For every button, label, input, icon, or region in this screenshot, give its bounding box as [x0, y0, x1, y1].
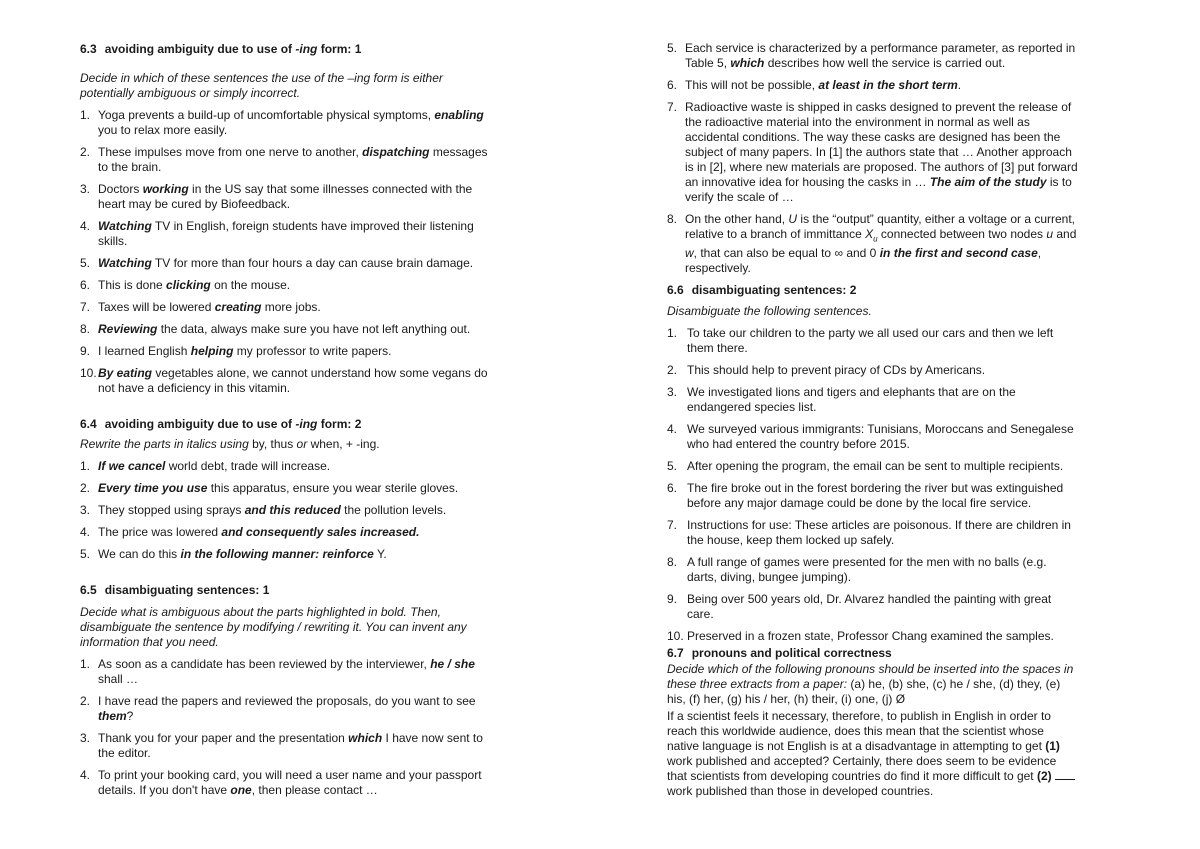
highlighted-text: Watching: [98, 256, 152, 270]
text-run: shall …: [98, 672, 139, 686]
section-6-6: [667, 283, 1079, 644]
text-run: On the other hand,: [685, 212, 789, 226]
exercise-item: [667, 326, 1079, 356]
exercise-item: [80, 694, 490, 724]
text-run: We investigated lions and tigers and elephants that are on the endangered species list.: [687, 385, 1016, 414]
text-run: and: [1053, 227, 1077, 241]
exercise-item: [667, 481, 1079, 511]
item-number: 10.: [667, 629, 684, 643]
item-number: 6.: [80, 278, 91, 292]
text-run: ?: [126, 709, 134, 723]
text-run: Being over 500 years old, Dr. Alvarez handled the painting with great care.: [687, 592, 1052, 621]
item-text: [685, 78, 961, 92]
item-text: [687, 481, 1063, 510]
text-run: The price was lowered: [98, 525, 222, 539]
highlighted-text: enabling: [434, 108, 484, 122]
item-number: 3.: [80, 731, 91, 745]
text-run: in the US say that some illnesses connected with the heart may be cured by Biofeedback.: [98, 182, 473, 211]
item-number: 1.: [80, 657, 91, 671]
item-text: [98, 108, 484, 137]
item-text: [687, 518, 1071, 547]
text-run: work published and accepted? Certainly, there does seem to be evidence that scientists from developing countries do find it more difficult to get: [667, 754, 1057, 783]
item-text: [685, 212, 1076, 275]
exercise-item: [80, 731, 490, 761]
exercise-item: [80, 503, 490, 518]
item-text: [98, 481, 458, 495]
item-text: [98, 278, 290, 292]
item-number: 7.: [667, 100, 678, 114]
highlighted-text: helping: [190, 344, 234, 358]
text-run: by, thus: [252, 437, 294, 451]
item-text: [98, 547, 387, 561]
text-run: messages to the brain.: [98, 145, 488, 174]
item-number: 9.: [80, 344, 91, 358]
item-number: 7.: [667, 518, 678, 532]
text-run: .: [957, 78, 962, 92]
highlighted-text: Every time you use: [98, 481, 208, 495]
text-run: Decide which of the following pronouns should be inserted into the spaces in these three extracts from a paper:: [667, 662, 1074, 691]
item-text: [98, 300, 321, 314]
highlighted-text: dispatching: [362, 145, 430, 159]
exercise-item: [667, 592, 1079, 622]
section-6-7: [667, 646, 1079, 799]
item-text: [98, 344, 391, 358]
highlighted-text: one: [230, 783, 252, 797]
text-run: w: [685, 246, 694, 261]
exercise-item: [667, 629, 1079, 644]
exercise-item: [667, 78, 1079, 93]
exercise-item: [80, 344, 490, 359]
highlighted-text: in the following manner: reinforce: [180, 547, 374, 561]
item-text: [687, 422, 1074, 451]
section-number: 6.4: [80, 417, 97, 431]
text-run: my professor to write papers.: [233, 344, 392, 358]
text-run: is to verify the scale of …: [685, 175, 1072, 204]
item-number: 3.: [667, 385, 678, 399]
text-run: (2): [1036, 769, 1052, 783]
text-run: This is done: [98, 278, 167, 292]
item-text: [687, 629, 1054, 643]
text-run: is the “output” quantity, either a voltage or a current, relative to a branch of immittance: [685, 212, 1076, 241]
highlighted-text: and this reduced: [244, 503, 341, 517]
text-run: , respectively.: [685, 246, 1042, 276]
exercise-list: [80, 459, 490, 562]
item-text: [98, 459, 330, 473]
text-run: Radioactive waste is shipped in casks designed to prevent the release of the radioactive material into the environment in normal as well as accidental conditions. The way these casks are designed has been the subject of many papers. In [1] the authors state that … Another approach is in [2], where new materials are proposed. The authors of [3] put forward an innovative idea for housing the casks in …: [685, 100, 1078, 189]
exercise-item: [667, 518, 1079, 548]
text-run: u: [1046, 227, 1054, 241]
item-number: 5.: [80, 256, 91, 270]
exercise-item: [667, 363, 1079, 378]
highlighted-text: Reviewing: [98, 322, 158, 336]
section-title: [667, 646, 1079, 661]
highlighted-text: If we cancel: [98, 459, 166, 473]
text-run: To print your booking card, you will need a user name and your passport details. If you don't have: [98, 768, 482, 797]
text-run: The fire broke out in the forest bordering the river but was extinguished before any major damage could be done by the local fire service.: [687, 481, 1064, 510]
item-text: [687, 592, 1051, 621]
section-title: [80, 583, 490, 598]
text-run: As soon as a candidate has been reviewed by the interviewer,: [98, 657, 431, 671]
item-text: [98, 694, 476, 723]
text-run: Thank you for your paper and the presentation: [98, 731, 349, 745]
instructions: Decide what is ambiguous about the parts highlighted in bold. Then, disambiguate the sentence by modifying / rewriting it. You can invent any information that you need.: [80, 605, 467, 649]
item-text: [98, 657, 475, 686]
item-number: 9.: [667, 592, 678, 606]
exercise-item: [80, 525, 490, 540]
section-title-text: avoiding ambiguity due to use of: [104, 42, 296, 56]
section-6-5-continued: [667, 34, 1079, 276]
instructions: Decide in which of these sentences the use of the –ing form is either potentially ambiguous or simply incorrect.: [80, 71, 443, 100]
text-run: We surveyed various immigrants: Tunisians, Moroccans and Senegalese who had entered the country before 2015.: [687, 422, 1074, 451]
exercise-item: [80, 108, 490, 138]
text-run: If a scientist feels it necessary, therefore, to publish in English in order to reach this worldwide audience, does this mean that the scientist whose native language is not English is at a disadvantage in attempting to get: [667, 709, 1051, 753]
instructions: [80, 437, 490, 452]
instructions: Disambiguate the following sentences.: [667, 304, 872, 318]
text-run: work published than those in developed countries.: [667, 784, 934, 798]
text-run: I learned English: [98, 344, 191, 358]
fill-in-blank: [1055, 769, 1075, 780]
text-run: more jobs.: [261, 300, 321, 314]
text-run: Each service is characterized by a performance parameter, as reported in Table 5,: [685, 41, 1076, 70]
item-text: [98, 256, 473, 270]
text-run: This should help to prevent piracy of CDs by Americans.: [687, 363, 986, 377]
section-title-text: disambiguating sentences: 2: [691, 283, 857, 297]
text-run: world debt, trade will increase.: [165, 459, 331, 473]
item-text: [687, 326, 1053, 355]
highlighted-text: which: [730, 56, 765, 70]
exercise-item: [80, 459, 490, 474]
item-number: 8.: [80, 322, 91, 336]
text-run: U: [788, 212, 798, 226]
section-title-text: avoiding ambiguity due to use of: [104, 417, 296, 431]
text-run: , then please contact …: [251, 783, 378, 797]
item-text: [687, 555, 1047, 584]
item-number: 3.: [80, 182, 91, 196]
section-6-3: [80, 42, 490, 396]
highlighted-text: them: [98, 709, 127, 723]
item-number: 5.: [80, 547, 91, 561]
item-number: 8.: [667, 212, 678, 226]
item-text: [98, 322, 470, 336]
section-6-5: [80, 583, 490, 798]
section-title-text: form: 2: [317, 417, 362, 431]
item-number: 1.: [667, 326, 678, 340]
item-number: 8.: [667, 555, 678, 569]
exercise-item: [667, 555, 1079, 585]
item-text: [98, 731, 483, 760]
text-run: Instructions for use: These articles are poisonous. If there are children in the house, keep them locked up safely.: [687, 518, 1071, 547]
exercise-item: [667, 212, 1079, 276]
text-run: These impulses move from one nerve to another,: [98, 145, 363, 159]
exercise-item: [80, 366, 490, 396]
item-number: 1.: [80, 459, 91, 473]
exercise-item: [80, 547, 490, 562]
text-run: when, + -ing.: [310, 437, 380, 451]
text-run: (a) he, (b) she, (c) he / she, (d) they, (e) his, (f) her, (g) his / her, (h) their, (i) one, (j) Ø: [667, 677, 1061, 706]
exercise-item: [80, 657, 490, 687]
item-number: 4.: [80, 525, 91, 539]
text-run: this apparatus, ensure you wear sterile gloves.: [207, 481, 459, 495]
highlighted-text: at least in the short term: [818, 78, 958, 92]
highlighted-text: in the first and second case: [879, 246, 1038, 261]
text-run: the data, always make sure you have not left anything out.: [157, 322, 471, 336]
text-run: Doctors: [98, 182, 143, 196]
highlighted-text: and consequently sales increased.: [221, 525, 420, 539]
item-number: 1.: [80, 108, 91, 122]
item-text: [685, 41, 1075, 70]
item-number: 4.: [80, 219, 91, 233]
item-text: [98, 182, 472, 211]
item-number: 4.: [667, 422, 678, 436]
section-title-italic: -ing: [295, 42, 318, 56]
highlighted-text: The aim of the study: [929, 175, 1047, 189]
item-number: 6.: [667, 78, 678, 92]
item-text: [98, 219, 474, 248]
exercise-item: [80, 481, 490, 496]
text-run: This will not be possible,: [685, 78, 819, 92]
item-text: [687, 363, 985, 377]
exercise-item: [80, 145, 490, 175]
item-number: 5.: [667, 459, 678, 473]
item-number: 3.: [80, 503, 91, 517]
item-number: 10.: [80, 366, 97, 380]
highlighted-text: he / she: [430, 657, 475, 671]
section-title: [80, 42, 490, 57]
text-run: Y.: [373, 547, 387, 561]
text-run: , that can also be equal to ∞ and 0: [693, 246, 880, 261]
section-number: 6.7: [667, 646, 684, 660]
exercise-list: [80, 108, 490, 396]
item-number: 4.: [80, 768, 91, 782]
exercise-item: [667, 41, 1079, 71]
item-text: [98, 525, 419, 539]
item-number: 2.: [80, 481, 91, 495]
section-6-4: [80, 417, 490, 562]
item-number: 6.: [667, 481, 678, 495]
section-number: 6.3: [80, 42, 97, 56]
text-run: on the mouse.: [210, 278, 291, 292]
item-text: [687, 459, 1063, 473]
text-run: After opening the program, the email can be sent to multiple recipients.: [687, 459, 1064, 473]
highlighted-text: which: [348, 731, 383, 745]
text-run: u: [873, 234, 878, 244]
text-run: Taxes will be lowered: [98, 300, 215, 314]
exercise-item: [80, 300, 490, 315]
text-run: Rewrite the parts in italics using: [80, 437, 253, 451]
text-run: Preserved in a frozen state, Professor Chang examined the samples.: [687, 629, 1054, 643]
exercise-item: [80, 768, 490, 798]
text-run: Yoga prevents a build-up of uncomfortable physical symptoms,: [98, 108, 435, 122]
highlighted-text: creating: [214, 300, 262, 314]
exercise-list: [667, 326, 1079, 644]
item-text: [685, 100, 1078, 204]
text-run: connected between two nodes: [877, 227, 1047, 241]
text-run: They stopped using sprays: [98, 503, 245, 517]
text-run: TV in English, foreign students have improved their listening skills.: [98, 219, 474, 248]
section-number: 6.6: [667, 283, 684, 297]
item-number: 5.: [667, 41, 678, 55]
text-run: To take our children to the party we all used our cars and then we left them there.: [687, 326, 1054, 355]
text-run: X: [865, 227, 874, 241]
instructions: [667, 662, 1079, 707]
item-number: 2.: [80, 694, 91, 708]
section-number: 6.5: [80, 583, 97, 597]
item-text: [98, 768, 482, 797]
extract-paragraph: [667, 709, 1079, 799]
exercise-item: [80, 278, 490, 293]
exercise-item: [667, 422, 1079, 452]
highlighted-text: clicking: [166, 278, 211, 292]
text-run: (1): [1045, 739, 1060, 753]
text-run: We can do this: [98, 547, 181, 561]
exercise-item: [80, 322, 490, 337]
section-title-text: form: 1: [317, 42, 362, 56]
text-run: TV for more than four hours a day can cause brain damage.: [151, 256, 474, 270]
highlighted-text: By eating: [98, 366, 153, 380]
text-run: I have now sent to the editor.: [98, 731, 483, 760]
item-text: [687, 385, 1016, 414]
text-run: vegetables alone, we cannot understand how some vegans do not have a deficiency in this vitamin.: [98, 366, 488, 395]
exercise-item: [80, 219, 490, 249]
exercise-list: [667, 41, 1079, 276]
highlighted-text: Watching: [98, 219, 152, 233]
exercise-item: [80, 256, 490, 271]
text-run: or: [293, 437, 311, 451]
exercise-item: [667, 100, 1079, 205]
item-text: [98, 366, 488, 395]
exercise-item: [667, 385, 1079, 415]
text-run: the pollution levels.: [340, 503, 447, 517]
item-number: 2.: [667, 363, 678, 377]
text-run: I have read the papers and reviewed the proposals, do you want to see: [98, 694, 476, 708]
highlighted-text: working: [142, 182, 189, 196]
item-number: 2.: [80, 145, 91, 159]
text-run: A full range of games were presented for the men with no balls (e.g. darts, diving, bungee jumping).: [687, 555, 1047, 584]
exercise-item: [667, 459, 1079, 474]
item-text: [98, 503, 446, 517]
text-run: describes how well the service is carried out.: [764, 56, 1006, 70]
section-title-text: disambiguating sentences: 1: [104, 583, 270, 597]
text-run: you to relax more easily.: [98, 123, 228, 137]
section-title: [80, 417, 490, 432]
exercise-list: [80, 657, 490, 798]
section-title: [667, 283, 1079, 298]
item-number: 7.: [80, 300, 91, 314]
item-text: [98, 145, 488, 174]
section-title-text: pronouns and political correctness: [691, 646, 892, 660]
section-title-italic: -ing: [295, 417, 318, 431]
exercise-item: [80, 182, 490, 212]
